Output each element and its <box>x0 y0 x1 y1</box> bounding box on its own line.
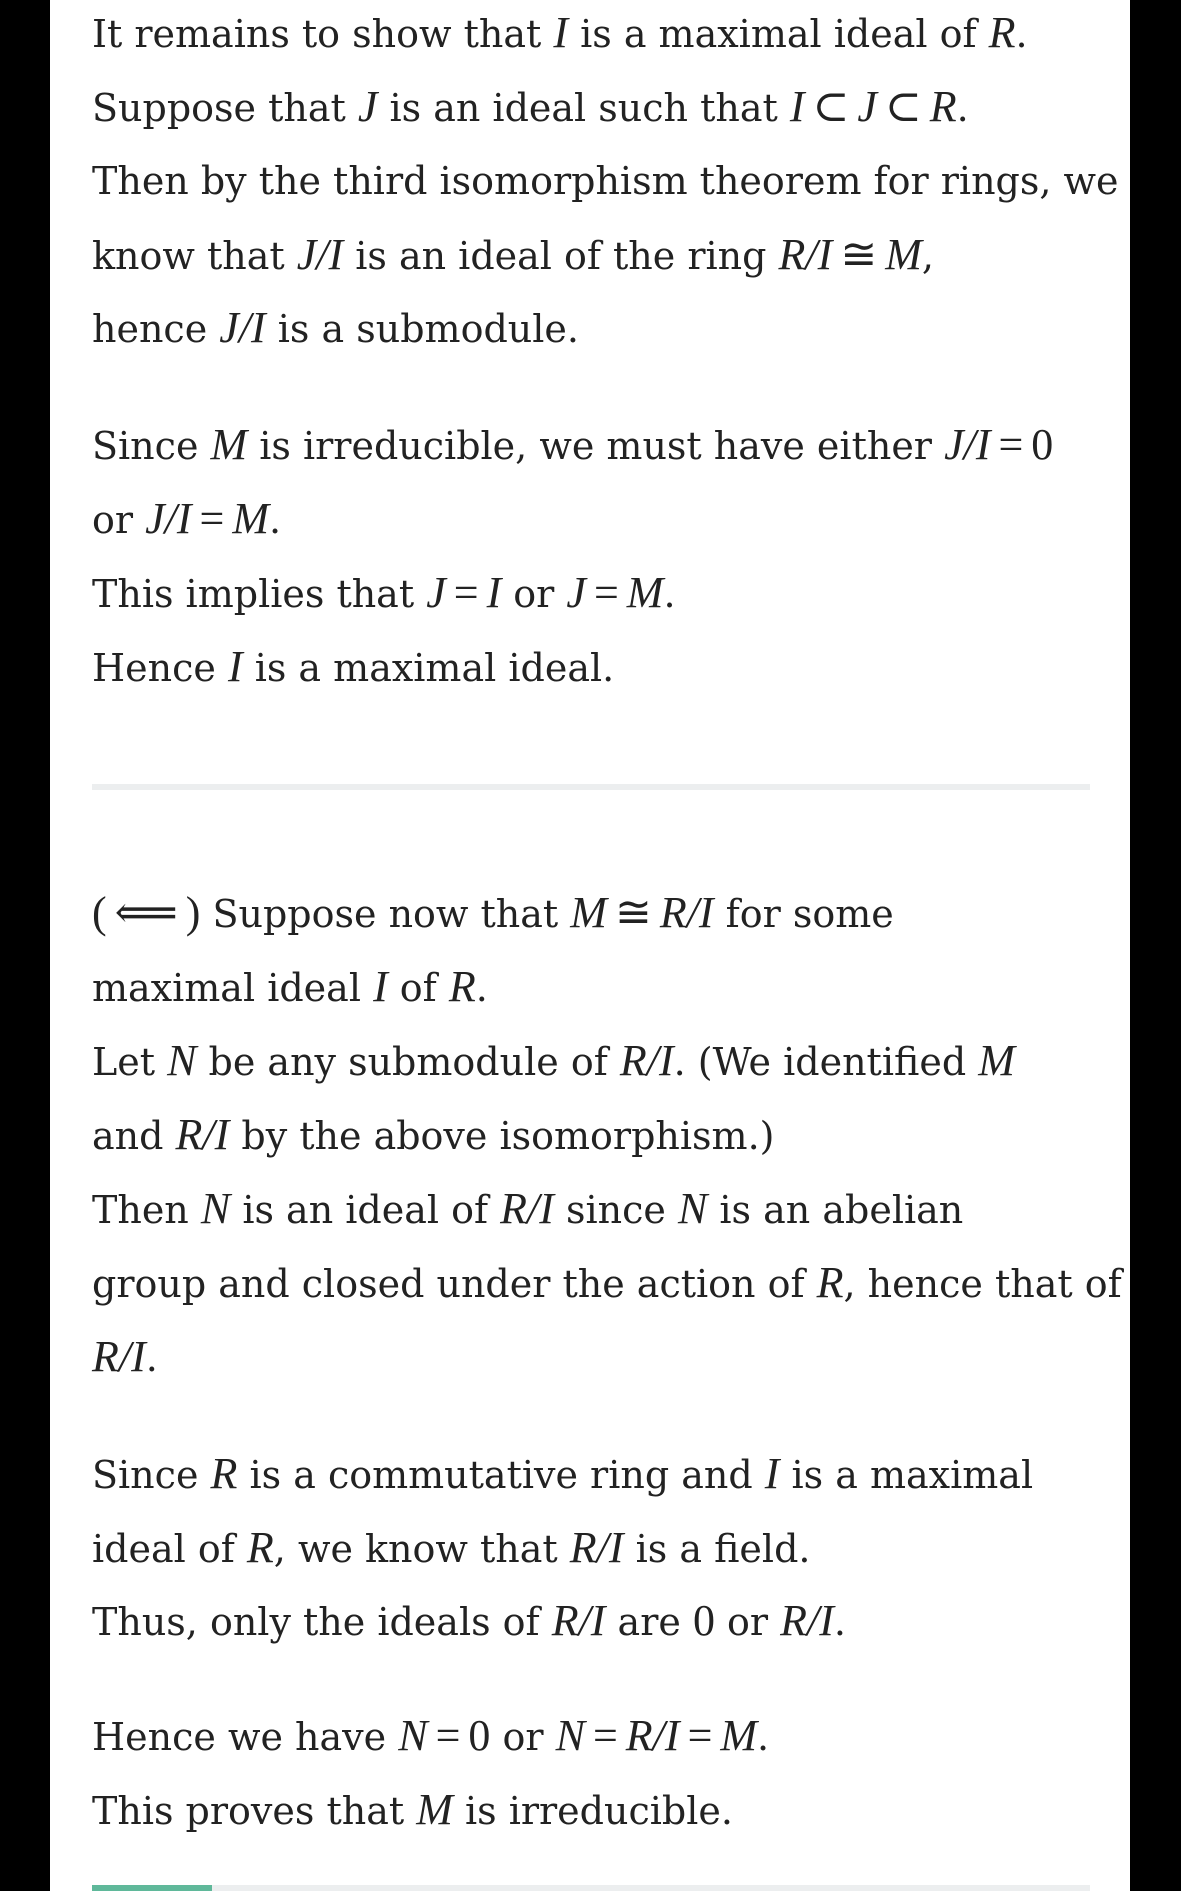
math: R/I <box>92 1332 146 1381</box>
text: is an ideal of <box>230 1188 501 1232</box>
math: R/I <box>778 230 833 279</box>
text: is a submodule. <box>265 307 579 351</box>
math-operator: ≅ <box>840 230 878 279</box>
math: M <box>232 494 270 543</box>
text-line <box>92 1525 810 1571</box>
text: is a maximal ideal of <box>568 12 989 56</box>
math: J <box>566 568 586 617</box>
math: ) <box>185 888 201 937</box>
text: is a commutative ring and <box>237 1453 765 1497</box>
math: N <box>677 1184 708 1233</box>
math: I <box>764 1449 780 1498</box>
math: I <box>373 962 388 1011</box>
text: . <box>956 86 969 130</box>
text: for some <box>713 892 894 936</box>
math: M <box>978 1036 1015 1085</box>
math: N <box>200 1184 231 1233</box>
math: M <box>626 568 664 617</box>
text: hence <box>92 307 220 351</box>
math-operator: ⊂ <box>812 82 850 131</box>
math-operator: = <box>998 420 1024 469</box>
text: , <box>921 234 934 278</box>
text: . <box>1015 12 1028 56</box>
text: Then by the third isomorphism theorem for rings, we <box>92 159 1119 203</box>
text-line <box>92 890 894 936</box>
text-line <box>92 1260 1122 1306</box>
math: J/I <box>296 230 344 279</box>
math: ( <box>92 888 107 937</box>
math: R/I <box>175 1110 230 1159</box>
page <box>50 0 1130 1891</box>
math: R/I <box>619 1036 674 1085</box>
text: and <box>92 1114 176 1158</box>
text: is a maximal ideal. <box>242 646 615 690</box>
math: M <box>885 230 922 279</box>
text: is irreducible. <box>452 1789 733 1833</box>
text: . <box>663 572 676 616</box>
text-line <box>92 570 676 616</box>
text-line <box>92 1112 774 1158</box>
text: Then <box>92 1188 201 1232</box>
text: , we know that <box>273 1527 570 1571</box>
bottom-divider <box>92 1885 1090 1891</box>
math: R <box>210 1449 238 1498</box>
math: M <box>416 1785 453 1834</box>
text: . <box>269 498 282 542</box>
text-line <box>92 305 579 351</box>
math: R <box>929 82 957 131</box>
math: J/I <box>219 303 266 352</box>
text: is a field. <box>623 1527 811 1571</box>
text-line <box>92 964 488 1010</box>
math: R <box>448 962 476 1011</box>
text: is an ideal of the ring <box>343 234 779 278</box>
text: is an ideal such that <box>377 86 790 130</box>
math-operator: ⟸ <box>114 888 178 937</box>
math: R/I <box>551 1596 606 1645</box>
math: M <box>720 1711 758 1760</box>
math-operator: = <box>453 568 479 617</box>
text-line <box>92 158 1119 204</box>
math: R/I <box>500 1184 554 1233</box>
math: I <box>553 8 568 57</box>
math: J/I <box>944 420 991 469</box>
text: It remains to show that <box>92 12 554 56</box>
text: since <box>553 1188 678 1232</box>
math: I <box>227 642 243 691</box>
text: maximal ideal <box>92 966 374 1010</box>
math: 0 <box>1031 420 1054 469</box>
text: group and closed under the action of <box>92 1262 817 1306</box>
text-line <box>92 10 1028 56</box>
text-line <box>92 1186 963 1232</box>
text-line <box>92 1451 1033 1497</box>
math: N <box>398 1711 428 1760</box>
math: J/I <box>145 494 192 543</box>
text: This implies that <box>92 572 427 616</box>
math: R/I <box>569 1523 624 1572</box>
math-operator: = <box>435 1711 461 1760</box>
math-operator: ⊂ <box>884 82 922 131</box>
text-line <box>92 496 281 542</box>
text: is a maximal <box>779 1453 1034 1497</box>
text: . <box>475 966 488 1010</box>
text: ideal of <box>92 1527 247 1571</box>
text-line <box>92 422 1053 468</box>
bottom-accent-bar <box>92 1885 212 1891</box>
text-line <box>92 1598 846 1644</box>
text-line <box>92 1038 1015 1084</box>
text: Suppose now that <box>200 892 571 936</box>
math: R/I <box>780 1596 834 1645</box>
text: know that <box>92 234 297 278</box>
text: , hence that of <box>843 1262 1122 1306</box>
text: Thus, only the ideals of <box>92 1600 552 1644</box>
text: . <box>833 1600 846 1644</box>
text: Let <box>92 1040 168 1084</box>
math-operator: = <box>687 1711 713 1760</box>
math: N <box>555 1711 585 1760</box>
text: are <box>605 1600 693 1644</box>
math: R <box>816 1258 844 1307</box>
text: Since <box>92 424 211 468</box>
text: Since <box>92 1453 211 1497</box>
math-operator: = <box>592 1711 618 1760</box>
text: or <box>714 1600 781 1644</box>
text-line <box>92 644 614 690</box>
text: is an abelian <box>707 1188 964 1232</box>
text-line <box>92 84 969 130</box>
math: I <box>789 82 805 131</box>
text: This proves that <box>92 1789 417 1833</box>
text: Hence <box>92 646 228 690</box>
section-divider <box>92 784 1090 790</box>
math: J <box>857 82 877 131</box>
math: N <box>167 1036 197 1085</box>
text-line <box>92 232 934 278</box>
text: by the above isomorphism.) <box>229 1114 775 1158</box>
text-line <box>92 1787 733 1833</box>
text: . (We identified <box>673 1040 979 1084</box>
text: or <box>92 498 146 542</box>
text: Suppose that <box>92 86 358 130</box>
math: 0 <box>692 1596 715 1645</box>
text: of <box>387 966 449 1010</box>
text: be any submodule of <box>196 1040 620 1084</box>
math: J <box>426 568 446 617</box>
math-operator: ≅ <box>614 888 652 937</box>
text: . <box>145 1336 158 1380</box>
text-line <box>92 1334 158 1380</box>
text: Hence we have <box>92 1715 399 1759</box>
math: R/I <box>625 1711 680 1760</box>
math: R <box>246 1523 274 1572</box>
math: R/I <box>659 888 714 937</box>
text: . <box>757 1715 770 1759</box>
math: I <box>486 568 502 617</box>
math: M <box>570 888 607 937</box>
math: R <box>988 8 1016 57</box>
math: 0 <box>468 1711 491 1760</box>
text: is irreducible, we must have either <box>247 424 945 468</box>
math: J <box>357 82 378 131</box>
math-operator: = <box>593 568 619 617</box>
text: or <box>501 572 567 616</box>
math-operator: = <box>199 494 225 543</box>
math: M <box>210 420 248 469</box>
text-line <box>92 1713 769 1759</box>
text: or <box>490 1715 556 1759</box>
